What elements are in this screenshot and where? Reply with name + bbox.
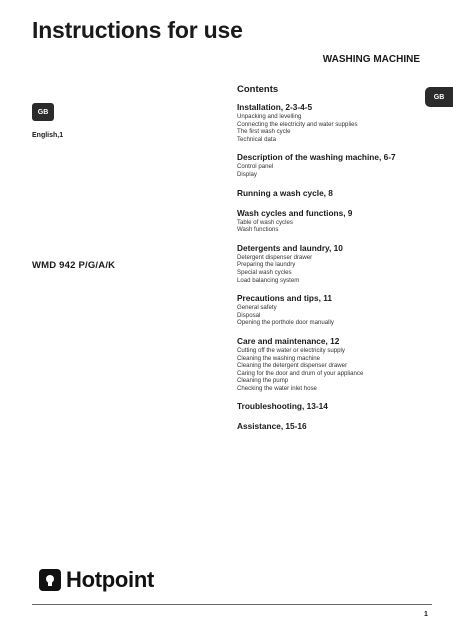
section-subitem: Detergent dispenser drawer xyxy=(237,253,313,261)
product-type: WASHING MACHINE xyxy=(322,54,420,65)
page-title: Instructions for use xyxy=(32,17,243,43)
brand-logo xyxy=(39,567,154,593)
section-title: Wash cycles and functions, 9 xyxy=(237,207,353,218)
section-subitem: The first wash cycle xyxy=(237,128,291,136)
brand-name: Hotpoint xyxy=(66,567,155,592)
section-title: Care and maintenance, 12 xyxy=(237,335,340,346)
section-title: Installation, 2-3-4-5 xyxy=(237,102,313,112)
section-subitem: Table of wash cycles xyxy=(237,218,293,226)
section-title: Description of the washing machine, 6-7 xyxy=(237,152,396,163)
section-subitem: Load balancing system xyxy=(237,276,300,284)
section-title: Precautions and tips, 11 xyxy=(237,293,332,304)
section-title: Assistance, 15-16 xyxy=(237,421,307,432)
page-number: 1 xyxy=(424,611,428,618)
contents-section xyxy=(237,401,437,412)
section-subitem: Control panel xyxy=(237,163,274,171)
section-subitem: Connecting the electricity and water supplies xyxy=(237,120,358,128)
footer-divider xyxy=(32,604,432,605)
section-subitem: Preparing the laundry xyxy=(237,261,296,269)
section-subitem: Display xyxy=(237,170,257,178)
contents-heading: Contents xyxy=(237,84,279,95)
section-subitem: Cutting off the water or electricity supply xyxy=(237,346,345,354)
section-subitem: Cleaning the washing machine xyxy=(237,354,320,362)
section-title: Running a wash cycle, 8 xyxy=(237,187,333,198)
section-subitem: Cleaning the detergent dispenser drawer xyxy=(237,362,348,370)
language-tab: GB xyxy=(425,87,453,107)
section-subitem: Technical data xyxy=(237,135,276,143)
contents-section xyxy=(237,102,437,143)
language-badge: GB xyxy=(32,103,54,121)
contents-section xyxy=(237,152,437,178)
model-number: WMD 942 P/G/A/K xyxy=(32,260,116,271)
section-subitem: Checking the water inlet hose xyxy=(237,384,317,392)
hotpoint-logo-icon xyxy=(39,569,61,591)
table-of-contents xyxy=(237,84,437,441)
section-subitem: General safety xyxy=(237,304,277,312)
contents-section xyxy=(237,336,437,393)
contents-section xyxy=(237,188,437,199)
section-title: Troubleshooting, 13-14 xyxy=(237,401,328,412)
contents-section xyxy=(237,421,437,432)
section-subitem: Wash functions xyxy=(237,226,279,234)
section-subitem: Opening the porthole door manually xyxy=(237,319,334,327)
contents-section xyxy=(237,208,437,234)
contents-sections xyxy=(237,102,437,432)
section-subitem: Special wash cycles xyxy=(237,268,292,276)
section-title: Detergents and laundry, 10 xyxy=(237,242,343,253)
section-subitem: Cleaning the pump xyxy=(237,377,289,385)
section-subitem: Disposal xyxy=(237,311,261,319)
section-subitem: Unpacking and levelling xyxy=(237,113,302,120)
contents-section xyxy=(237,243,437,284)
section-subitem: Caring for the door and drum of your appliance xyxy=(237,369,364,377)
language-page-ref: English,1 xyxy=(32,132,64,139)
contents-section xyxy=(237,293,437,327)
